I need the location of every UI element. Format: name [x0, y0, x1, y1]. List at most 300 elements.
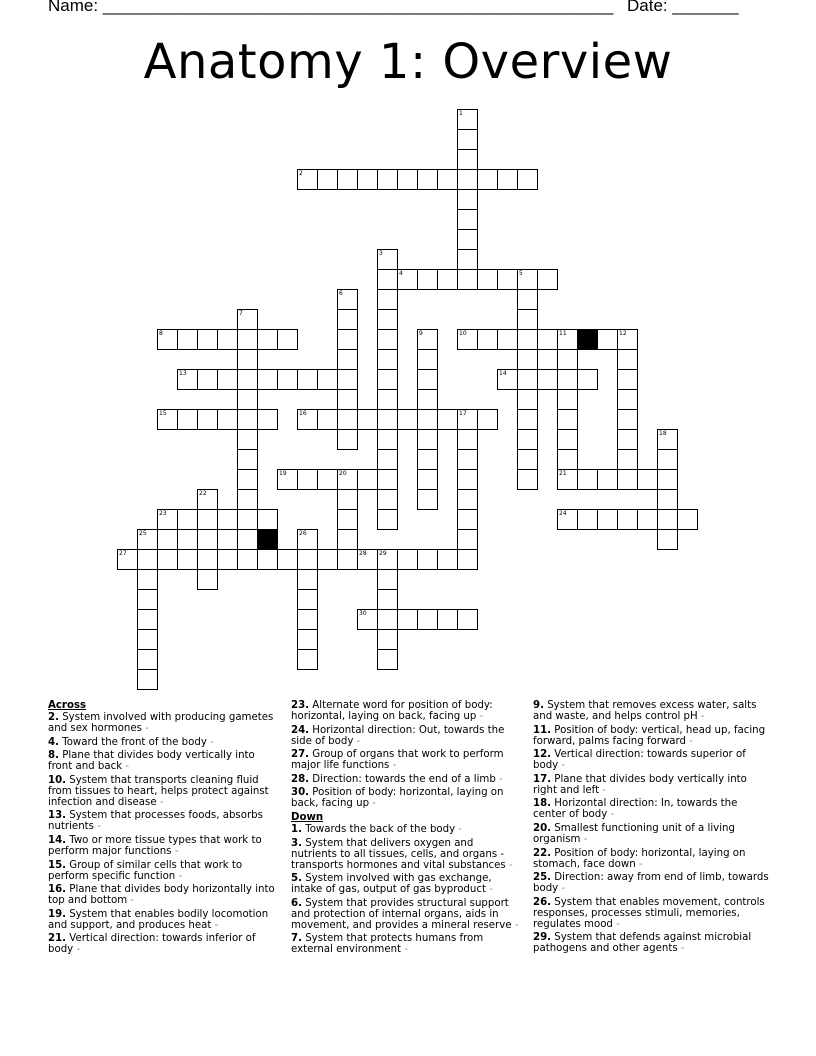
grid-cell[interactable]: [377, 449, 398, 470]
grid-cell[interactable]: [457, 249, 478, 270]
grid-cell[interactable]: [177, 369, 198, 390]
grid-cell[interactable]: [317, 409, 338, 430]
grid-cell[interactable]: [457, 329, 478, 350]
grid-cell[interactable]: [137, 549, 158, 570]
answer-blank: -: [392, 760, 397, 772]
clue-item-number: 14.: [48, 834, 67, 846]
grid-cell[interactable]: [677, 509, 698, 530]
grid-cell[interactable]: [417, 489, 438, 510]
grid-cell[interactable]: [477, 409, 498, 430]
grid-cell[interactable]: [417, 269, 438, 290]
clue-section-heading: Across: [48, 700, 87, 711]
grid-cell[interactable]: [257, 369, 278, 390]
clue-number: 2: [299, 170, 303, 177]
grid-cell[interactable]: [457, 509, 478, 530]
answer-blank: -: [489, 884, 493, 896]
grid-cell[interactable]: [377, 629, 398, 650]
grid-cell[interactable]: [457, 149, 478, 170]
grid-cell[interactable]: [417, 609, 438, 630]
grid-cell[interactable]: [157, 509, 178, 530]
clue-number: 29: [379, 550, 387, 557]
grid-cell[interactable]: [377, 429, 398, 450]
name-field-label: Name: ______________________________________________________: [48, 0, 614, 15]
clue-item: [48, 750, 276, 772]
grid-cell[interactable]: [137, 649, 158, 670]
clue-item-text: System that provides structural support and protection of internal organs, aids in movement, and provides a mineral reserve: [291, 897, 515, 931]
grid-cell[interactable]: [277, 549, 298, 570]
grid-cell[interactable]: [377, 349, 398, 370]
clue-item-number: 22.: [533, 847, 552, 859]
grid-cell[interactable]: [217, 509, 238, 530]
grid-cell[interactable]: [197, 509, 218, 530]
grid-cell[interactable]: [217, 529, 238, 550]
grid-cell[interactable]: [337, 409, 358, 430]
clue-number: 10: [459, 330, 467, 337]
grid-cell[interactable]: [377, 509, 398, 530]
grid-cell[interactable]: [397, 169, 418, 190]
clue-item-text: Two or more tissue types that work to perform major functions: [48, 834, 262, 857]
clue-number: 20: [339, 470, 347, 477]
answer-blank: -: [499, 773, 503, 785]
grid-cell[interactable]: [457, 229, 478, 250]
clue-item-text: Position of body: horizontal, laying on back, facing up: [291, 787, 504, 810]
answer-blank: -: [125, 761, 130, 773]
grid-cell[interactable]: [237, 329, 258, 350]
clue-number: 9: [419, 330, 423, 337]
grid-cell[interactable]: [337, 549, 358, 570]
grid-cell[interactable]: [337, 389, 358, 410]
grid-cell[interactable]: [517, 349, 538, 370]
grid-cell[interactable]: [137, 589, 158, 610]
grid-cell[interactable]: [437, 269, 458, 290]
grid-cell[interactable]: [417, 329, 438, 350]
grid-cell[interactable]: [217, 409, 238, 430]
grid-cell[interactable]: [617, 369, 638, 390]
grid-cell[interactable]: [557, 449, 578, 470]
grid-cell[interactable]: [457, 609, 478, 630]
clue-item: [533, 749, 771, 771]
grid-cell[interactable]: [417, 169, 438, 190]
clue-item-text: Horizontal direction: Out, towards the side of body: [291, 724, 505, 747]
grid-cell[interactable]: [397, 409, 418, 430]
grid-cell[interactable]: [497, 169, 518, 190]
clue-item-text: Group of organs that work to perform major life functions: [291, 749, 504, 772]
grid-cell[interactable]: [457, 189, 478, 210]
answer-blank: -: [638, 858, 643, 870]
grid-cell[interactable]: [237, 549, 258, 570]
clue-item: [291, 700, 519, 722]
grid-cell[interactable]: [397, 549, 418, 570]
clue-item-text: Group of similar cells that work to perform specific function: [48, 859, 243, 882]
grid-cell[interactable]: [317, 169, 338, 190]
grid-cell[interactable]: [337, 289, 358, 310]
grid-cell[interactable]: [377, 169, 398, 190]
grid-cell[interactable]: [377, 589, 398, 610]
grid-cell[interactable]: [497, 329, 518, 350]
grid-cell[interactable]: [197, 409, 218, 430]
clue-number: 21: [559, 470, 567, 477]
grid-cell[interactable]: [377, 489, 398, 510]
grid-cell[interactable]: [177, 409, 198, 430]
grid-cell[interactable]: [377, 369, 398, 390]
grid-cell[interactable]: [197, 489, 218, 510]
grid-cell[interactable]: [337, 489, 358, 510]
grid-cell[interactable]: [557, 409, 578, 430]
grid-cell[interactable]: [437, 409, 458, 430]
clue-item-number: 10.: [48, 774, 67, 786]
grid-cell[interactable]: [137, 569, 158, 590]
grid-cell[interactable]: [377, 469, 398, 490]
grid-cell[interactable]: [497, 269, 518, 290]
grid-cell[interactable]: [297, 529, 318, 550]
grid-cell[interactable]: [477, 329, 498, 350]
grid-cell[interactable]: [197, 369, 218, 390]
grid-cell[interactable]: [377, 649, 398, 670]
grid-cell[interactable]: [617, 429, 638, 450]
grid-cell[interactable]: [277, 469, 298, 490]
grid-cell[interactable]: [517, 449, 538, 470]
grid-cell[interactable]: [237, 349, 258, 370]
grid-cell[interactable]: [217, 549, 238, 570]
clue-item: [533, 774, 771, 796]
grid-cell[interactable]: [317, 549, 338, 570]
grid-cell[interactable]: [197, 529, 218, 550]
clue-item-text: Alternate word for position of body: horizontal, laying on back, facing up: [291, 700, 493, 722]
grid-cell[interactable]: [297, 369, 318, 390]
grid-cell[interactable]: [317, 369, 338, 390]
grid-cell[interactable]: [517, 269, 538, 290]
grid-cell[interactable]: [297, 629, 318, 650]
grid-cell[interactable]: [237, 429, 258, 450]
grid-cell[interactable]: [557, 509, 578, 530]
grid-cell[interactable]: [557, 329, 578, 350]
clue-item: [48, 712, 276, 734]
grid-cell[interactable]: [377, 409, 398, 430]
clue-item-number: 23.: [291, 700, 310, 711]
grid-cell[interactable]: [537, 329, 558, 350]
grid-cell[interactable]: [417, 389, 438, 410]
grid-cell[interactable]: [197, 569, 218, 590]
clue-number: 1: [459, 110, 463, 117]
clue-number: 23: [159, 510, 167, 517]
clue-item-text: System involved with gas exchange, intake of gas, output of gas byproduct: [291, 873, 492, 896]
grid-cell[interactable]: [377, 609, 398, 630]
clue-number: 16: [299, 410, 307, 417]
grid-cell[interactable]: [257, 329, 278, 350]
grid-cell[interactable]: [457, 269, 478, 290]
clue-number: 6: [339, 290, 343, 297]
grid-cell[interactable]: [437, 609, 458, 630]
grid-cell[interactable]: [257, 549, 278, 570]
grid-cell[interactable]: [257, 509, 278, 530]
grid-cell[interactable]: [537, 269, 558, 290]
grid-cell[interactable]: [657, 449, 678, 470]
grid-cell[interactable]: [137, 609, 158, 630]
answer-blank: -: [508, 859, 513, 871]
clue-number: 4: [399, 270, 403, 277]
grid-cell[interactable]: [157, 549, 178, 570]
clue-item-number: 6.: [291, 897, 302, 909]
grid-cell[interactable]: [157, 529, 178, 550]
grid-cell[interactable]: [337, 349, 358, 370]
grid-cell[interactable]: [457, 549, 478, 570]
grid-cell[interactable]: [517, 429, 538, 450]
clue-number: 28: [359, 550, 367, 557]
clue-item: [533, 897, 771, 930]
grid-cell[interactable]: [617, 389, 638, 410]
grid-cell[interactable]: [337, 329, 358, 350]
grid-cell[interactable]: [157, 329, 178, 350]
grid-cell[interactable]: [517, 289, 538, 310]
clue-item-text: Toward the front of the body: [58, 736, 211, 748]
answer-blank: -: [610, 809, 615, 821]
grid-cell[interactable]: [477, 269, 498, 290]
grid-cell[interactable]: [557, 469, 578, 490]
grid-cell[interactable]: [237, 409, 258, 430]
grid-cell[interactable]: [657, 489, 678, 510]
grid-cell[interactable]: [297, 569, 318, 590]
clue-number: 17: [459, 410, 467, 417]
answer-blank: -: [356, 735, 361, 747]
grid-cell[interactable]: [217, 329, 238, 350]
grid-cell[interactable]: [197, 329, 218, 350]
grid-cell[interactable]: [577, 469, 598, 490]
grid-cell[interactable]: [617, 509, 638, 530]
grid-cell[interactable]: [457, 529, 478, 550]
clue-item-number: 16.: [48, 884, 67, 896]
clue-item-number: 18.: [533, 798, 552, 810]
grid-cell[interactable]: [477, 169, 498, 190]
answer-blank: -: [178, 870, 183, 882]
grid-cell[interactable]: [517, 409, 538, 430]
answer-blank: -: [514, 919, 519, 931]
clue-section-heading: Down: [291, 811, 324, 823]
grid-cell[interactable]: [617, 329, 638, 350]
grid-cell[interactable]: [417, 409, 438, 430]
grid-cell[interactable]: [617, 349, 638, 370]
grid-cell[interactable]: [437, 169, 458, 190]
grid-cell[interactable]: [597, 469, 618, 490]
grid-cell[interactable]: [297, 649, 318, 670]
grid-cell[interactable]: [597, 509, 618, 530]
grid-cell[interactable]: [237, 529, 258, 550]
grid-cell[interactable]: [617, 449, 638, 470]
clue-item-text: Plane that divides body vertically into front and back: [48, 750, 255, 773]
grid-cell[interactable]: [577, 509, 598, 530]
grid-cell[interactable]: [237, 309, 258, 330]
grid-block-cell: [257, 529, 278, 550]
clue-number: 12: [619, 330, 627, 337]
grid-cell[interactable]: [417, 349, 438, 370]
grid-cell[interactable]: [157, 409, 178, 430]
grid-cell[interactable]: [577, 369, 598, 390]
grid-cell[interactable]: [257, 409, 278, 430]
clue-item: [48, 933, 276, 955]
clue-item-number: 4.: [48, 736, 59, 748]
clue-item-text: System that processes foods, absorbs nutrients: [48, 810, 263, 833]
grid-cell[interactable]: [657, 529, 678, 550]
clue-item-text: Smallest functioning unit of a living organism: [533, 822, 735, 845]
grid-cell[interactable]: [137, 669, 158, 690]
grid-cell[interactable]: [357, 409, 378, 430]
answer-blank: -: [145, 723, 149, 734]
grid-cell[interactable]: [137, 629, 158, 650]
answer-blank: -: [76, 944, 81, 956]
grid-cell[interactable]: [557, 389, 578, 410]
grid-cell[interactable]: [357, 169, 378, 190]
clue-item-text: Direction: towards the end of a limb: [309, 773, 500, 785]
grid-cell[interactable]: [437, 549, 458, 570]
clue-column-3: [533, 700, 771, 957]
clue-item-number: 11.: [533, 724, 552, 736]
grid-cell[interactable]: [337, 529, 358, 550]
grid-cell[interactable]: [597, 329, 618, 350]
clue-number: 19: [279, 470, 287, 477]
grid-cell[interactable]: [617, 469, 638, 490]
grid-cell[interactable]: [297, 469, 318, 490]
clue-number: 3: [379, 250, 383, 257]
clue-number: 11: [559, 330, 567, 337]
grid-cell[interactable]: [457, 449, 478, 470]
grid-cell[interactable]: [137, 529, 158, 550]
answer-blank: -: [174, 845, 179, 857]
grid-cell[interactable]: [377, 329, 398, 350]
grid-cell[interactable]: [337, 309, 358, 330]
grid-cell[interactable]: [517, 389, 538, 410]
clue-item-number: 25.: [533, 872, 552, 884]
grid-cell[interactable]: [237, 469, 258, 490]
grid-cell[interactable]: [457, 209, 478, 230]
grid-cell[interactable]: [377, 569, 398, 590]
grid-cell[interactable]: [357, 549, 378, 570]
grid-cell[interactable]: [417, 429, 438, 450]
grid-cell[interactable]: [457, 129, 478, 150]
grid-cell[interactable]: [337, 509, 358, 530]
clue-item: [291, 838, 519, 871]
clue-number: 27: [119, 550, 127, 557]
clue-item-number: 17.: [533, 773, 552, 785]
grid-cell[interactable]: [397, 609, 418, 630]
grid-cell[interactable]: [177, 529, 198, 550]
grid-cell[interactable]: [457, 429, 478, 450]
clue-item-text: Plane that divides body vertically into right and left: [533, 773, 747, 796]
grid-cell[interactable]: [377, 389, 398, 410]
grid-cell[interactable]: [457, 109, 478, 130]
grid-cell[interactable]: [337, 169, 358, 190]
answer-blank: -: [458, 823, 463, 835]
grid-cell[interactable]: [657, 429, 678, 450]
clue-number: 8: [159, 330, 163, 337]
grid-cell[interactable]: [497, 369, 518, 390]
grid-cell[interactable]: [237, 449, 258, 470]
answer-blank: -: [700, 711, 705, 722]
answer-blank: -: [602, 784, 607, 796]
clue-item-number: 9.: [533, 700, 544, 711]
grid-cell[interactable]: [397, 269, 418, 290]
grid-cell[interactable]: [337, 369, 358, 390]
clue-item: [291, 898, 519, 931]
grid-cell[interactable]: [177, 509, 198, 530]
clue-item-number: 29.: [533, 932, 552, 944]
grid-cell[interactable]: [237, 509, 258, 530]
answer-blank: -: [210, 736, 214, 748]
clue-number: 30: [359, 610, 367, 617]
answer-blank: -: [680, 943, 685, 955]
grid-cell[interactable]: [177, 549, 198, 570]
grid-cell[interactable]: [657, 469, 678, 490]
grid-cell[interactable]: [637, 469, 658, 490]
answer-blank: -: [372, 798, 376, 810]
grid-cell[interactable]: [237, 389, 258, 410]
clue-number: 7: [239, 310, 243, 317]
grid-cell[interactable]: [557, 349, 578, 370]
grid-cell[interactable]: [457, 169, 478, 190]
grid-cell[interactable]: [557, 429, 578, 450]
grid-cell[interactable]: [237, 369, 258, 390]
grid-cell[interactable]: [217, 369, 238, 390]
grid-cell[interactable]: [457, 469, 478, 490]
grid-cell[interactable]: [357, 469, 378, 490]
grid-cell[interactable]: [557, 369, 578, 390]
grid-cell[interactable]: [377, 249, 398, 270]
grid-cell[interactable]: [237, 489, 258, 510]
clue-item-text: Vertical direction: towards superior of body: [533, 749, 746, 772]
grid-cell[interactable]: [417, 469, 438, 490]
grid-cell[interactable]: [297, 549, 318, 570]
grid-cell[interactable]: [637, 509, 658, 530]
answer-blank: -: [583, 833, 588, 845]
grid-cell[interactable]: [517, 309, 538, 330]
grid-cell[interactable]: [517, 469, 538, 490]
grid-cell[interactable]: [337, 429, 358, 450]
clue-item-text: System involved with producing gametes and sex hormones: [48, 712, 274, 734]
grid-cell[interactable]: [377, 309, 398, 330]
grid-cell[interactable]: [377, 269, 398, 290]
clue-item: [533, 932, 771, 954]
grid-cell[interactable]: [517, 329, 538, 350]
grid-cell[interactable]: [657, 509, 678, 530]
grid-cell[interactable]: [517, 369, 538, 390]
grid-cell[interactable]: [377, 289, 398, 310]
grid-cell[interactable]: [297, 609, 318, 630]
grid-cell[interactable]: [357, 609, 378, 630]
clue-item-text: Horizontal direction: In, towards the center of body: [533, 798, 738, 821]
grid-cell[interactable]: [617, 409, 638, 430]
grid-cell[interactable]: [417, 369, 438, 390]
grid-cell[interactable]: [197, 549, 218, 570]
grid-cell[interactable]: [277, 329, 298, 350]
grid-cell[interactable]: [417, 449, 438, 470]
clue-number: 5: [519, 270, 523, 277]
clue-item: [48, 737, 276, 748]
grid-cell[interactable]: [277, 369, 298, 390]
grid-cell[interactable]: [297, 169, 318, 190]
grid-cell[interactable]: [297, 409, 318, 430]
grid-cell[interactable]: [297, 589, 318, 610]
grid-cell[interactable]: [337, 469, 358, 490]
grid-cell[interactable]: [117, 549, 138, 570]
grid-cell[interactable]: [457, 409, 478, 430]
grid-cell[interactable]: [317, 469, 338, 490]
grid-cell[interactable]: [517, 169, 538, 190]
clue-number: 13: [179, 370, 187, 377]
grid-cell[interactable]: [457, 489, 478, 510]
clue-item-text: Vertical direction: towards inferior of body: [48, 933, 256, 956]
grid-cell[interactable]: [177, 329, 198, 350]
grid-cell[interactable]: [417, 549, 438, 570]
grid-cell[interactable]: [537, 369, 558, 390]
grid-cell[interactable]: [377, 549, 398, 570]
